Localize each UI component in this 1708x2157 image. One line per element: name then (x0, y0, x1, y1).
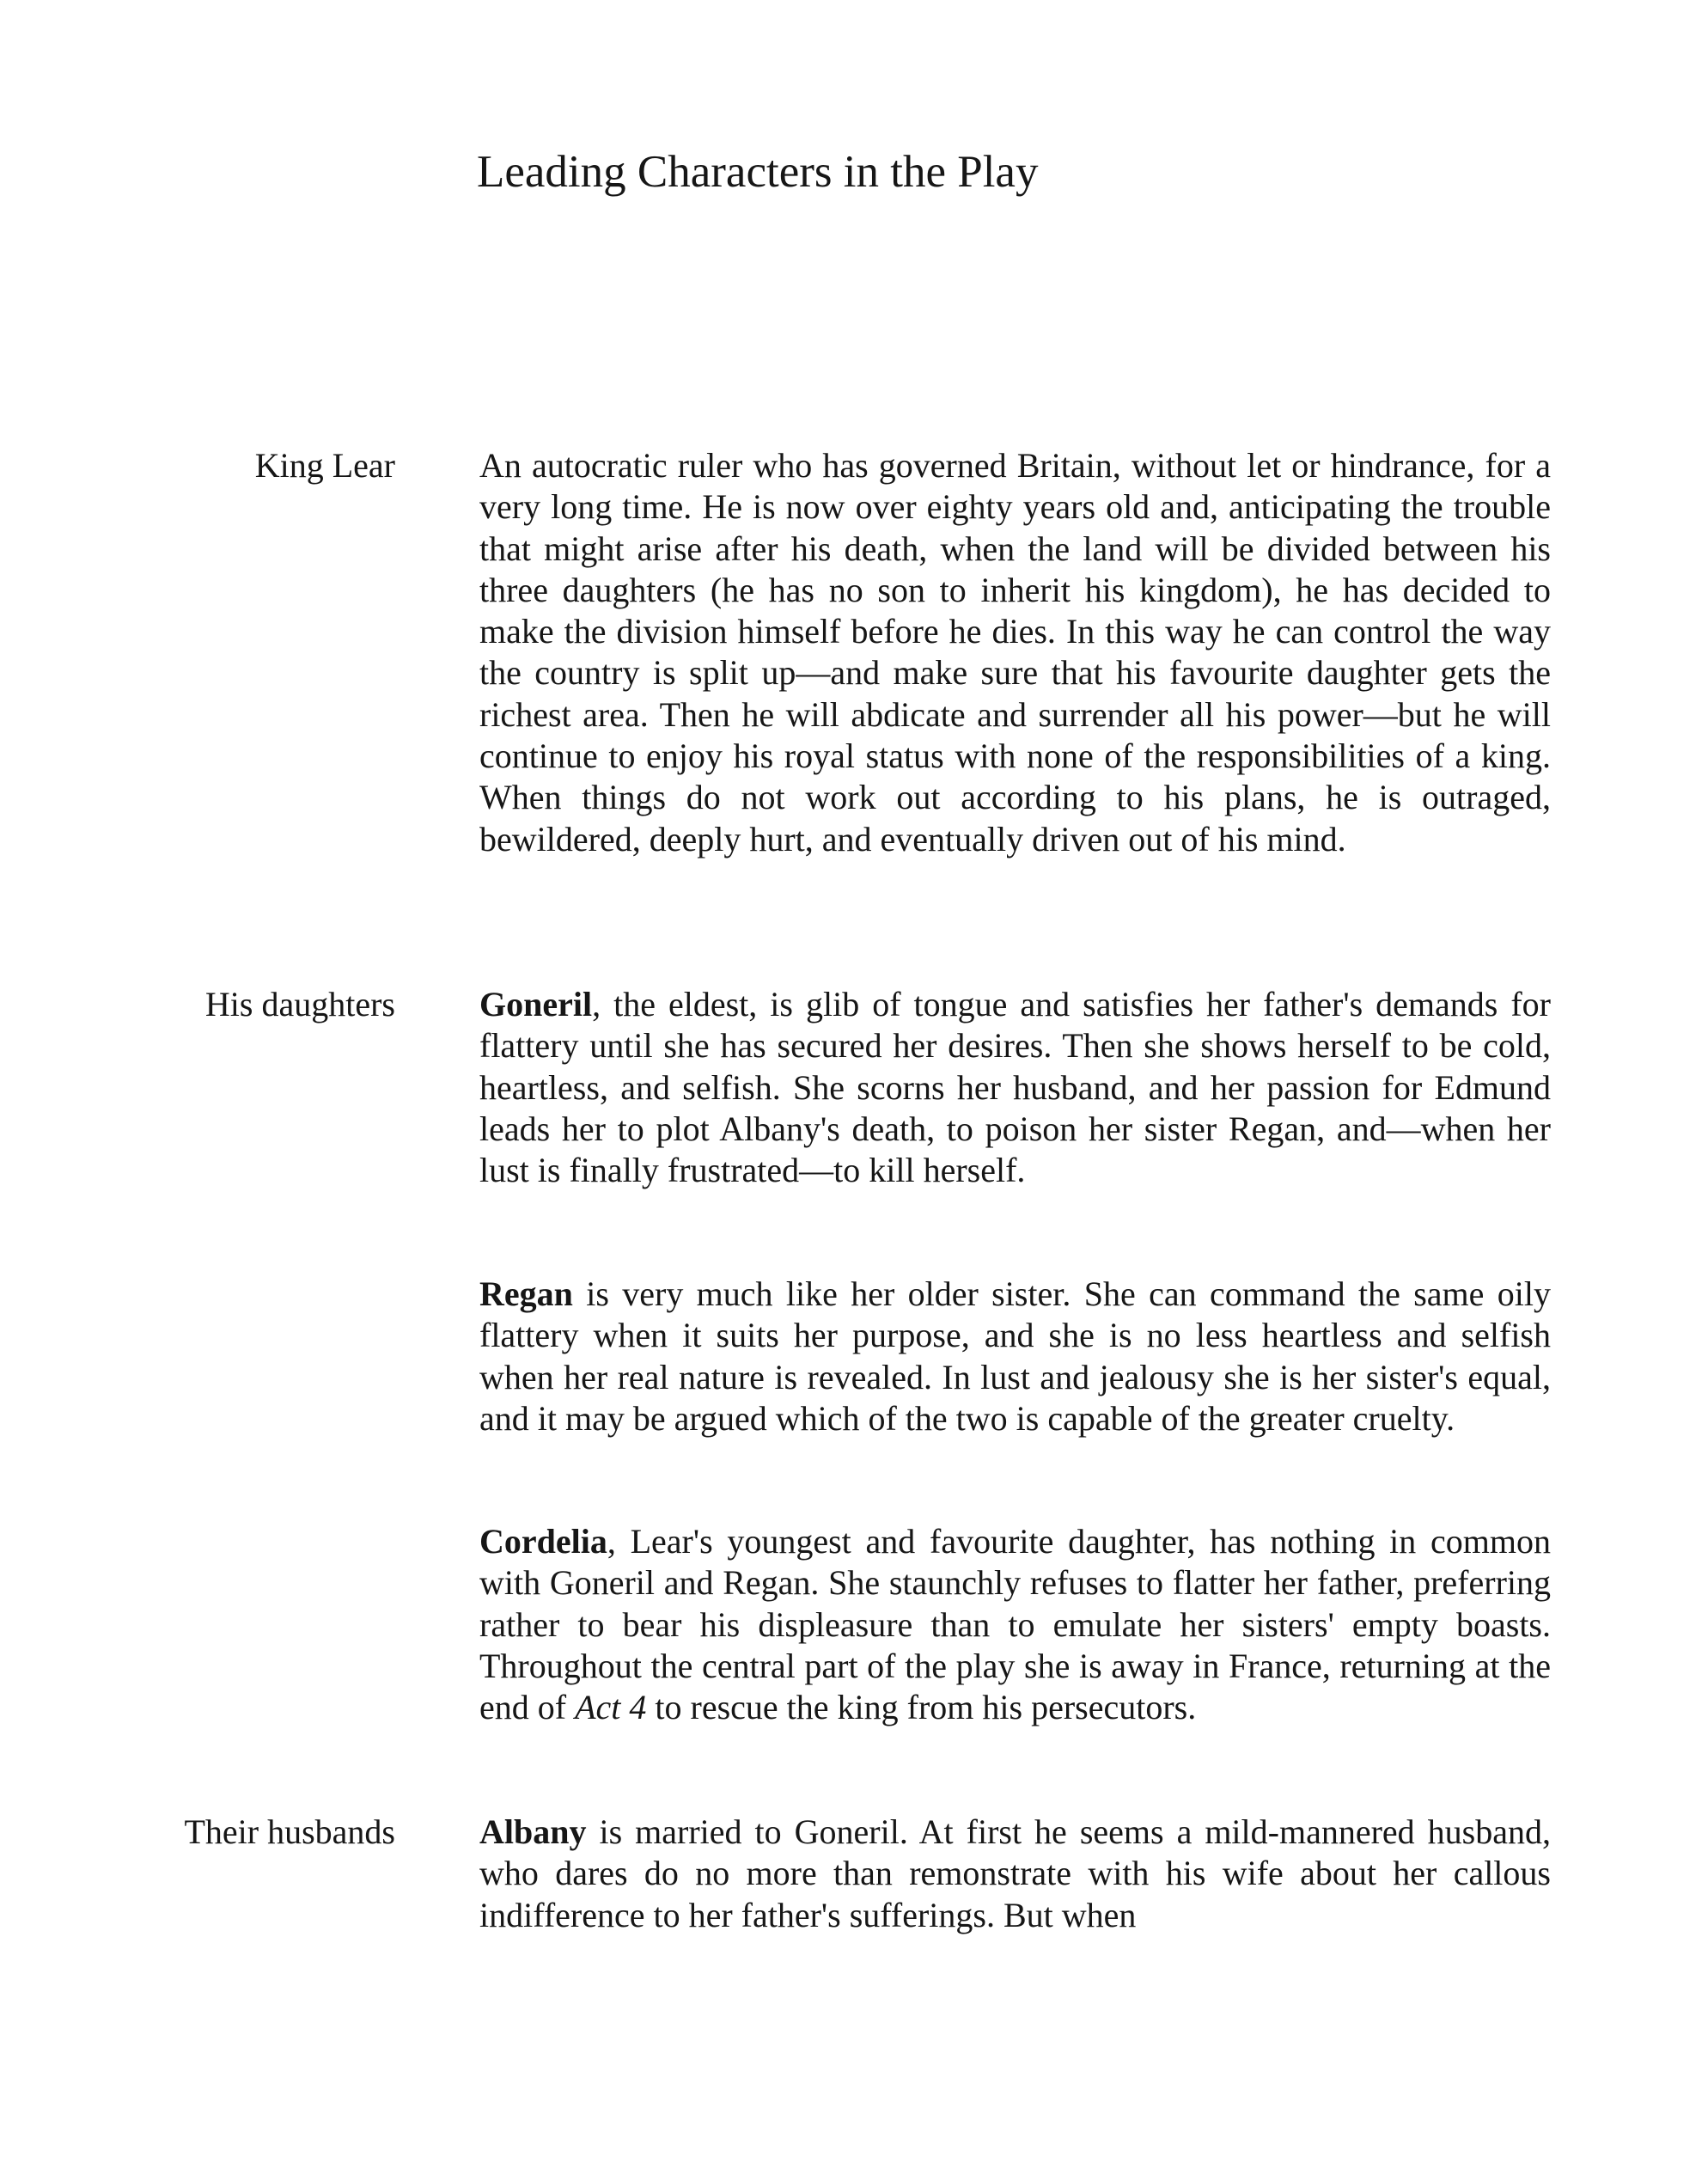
character-entry-albany (479, 1812, 1551, 1936)
character-name-albany: Albany (479, 1812, 587, 1851)
character-entry-regan (479, 1274, 1551, 1439)
character-name-cordelia: Cordelia (479, 1522, 607, 1561)
character-description-lear: An autocratic ruler who has governed Britain, without let or hindrance, for a very long time. He is now over eighty years old and, anticipating the trouble that might arise after his death, when the land will be divided between his three daughters (he has no son to inherit his kingdom), he has decided to make the division himself before he dies. In this way he can control the way the country is split up—and make sure that his favourite daughter gets the richest area. Then he will abdicate and surrender all his power—but he will continue to enjoy his royal status with none of the responsibilities of a king. When things do not work out according to his plans, he is outraged, bewildered, deeply hurt, and eventually driven out of his mind. (479, 446, 1551, 859)
character-description-regan: is very much like her older sister. She can command the same oily flattery when it suits her purpose, and she is no less heartless and selfish when her real nature is revealed. In lust and jealousy she is her sister's equal, and it may be argued which of the two is capable of the greater cruelty. (479, 1274, 1551, 1438)
character-description-goneril: , the eldest, is glib of tongue and satisfies her father's demands for flattery until she has secured her desires. Then she shows herself to be cold, heartless, and selfish. She scorns her husband, and her passion for Edmund leads her to plot Albany's death, to poison her sister Regan, and—when her lust is finally frustrated—to kill herself. (479, 985, 1551, 1190)
character-description-cordelia-end: to rescue the king from his persecutors. (646, 1688, 1197, 1727)
section-label-daughters: His daughters (204, 985, 395, 1024)
character-entry-goneril (479, 984, 1551, 1191)
character-name-goneril: Goneril (479, 985, 593, 1024)
section-label-king-lear: King Lear (254, 446, 395, 485)
character-entry-cordelia (479, 1521, 1551, 1728)
act-reference: Act 4 (575, 1688, 647, 1727)
character-description-cordelia: , Lear's youngest and favourite daughter, has nothing in common with Goneril and Regan. She staunchly refuses to flatter her father, preferring rather to bear his displeasure than to emulate her sisters' empty boasts. Throughout the central part of the play she is away in France, returning at the end of (479, 1522, 1551, 1727)
character-name-regan: Regan (479, 1274, 573, 1313)
section-label-husbands: Their husbands (184, 1812, 395, 1851)
character-description-albany: is married to Goneril. At first he seems a mild-mannered husband, who dares do no more than remonstrate with his wife about her callous indifference to her father's sufferings. But when (479, 1812, 1551, 1934)
page-title: Leading Characters in the Play (477, 147, 1039, 197)
